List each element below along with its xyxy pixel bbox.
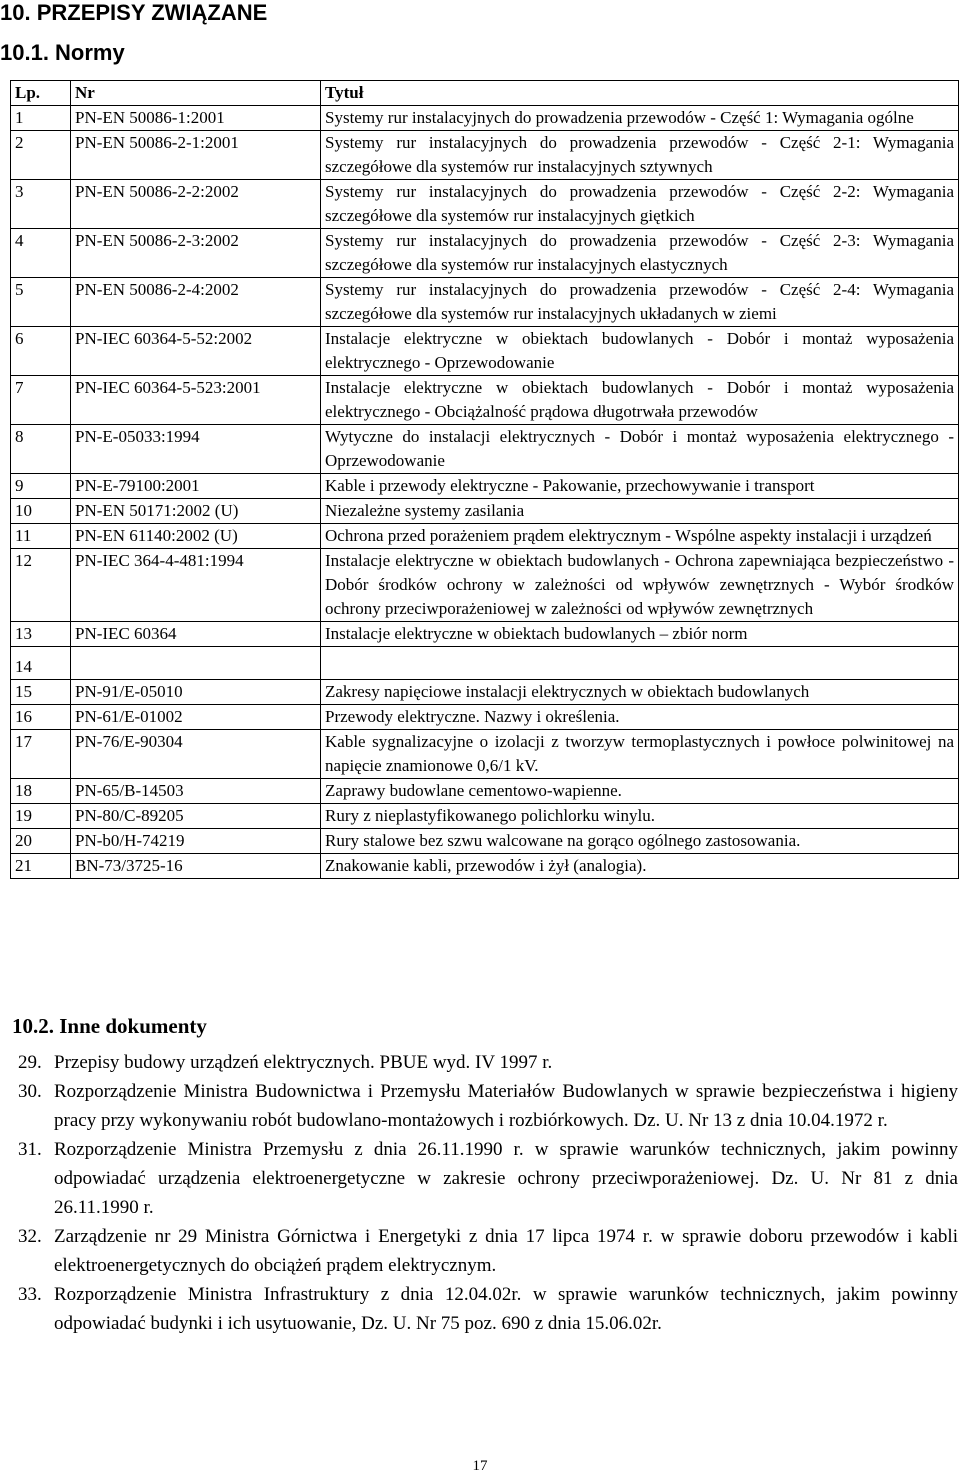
cell-title: Instalacje elektryczne w obiektach budowlanych - Ochrona zapewniająca bezpieczeństwo - Dobór środków ochrony w zależności od wpływów zewnętrznych - Wybór środków ochrony przeciwporażeniowej w zależności od wpływów zewnętrznych	[321, 549, 959, 622]
cell-title: Kable sygnalizacyjne o izolacji z tworzyw termoplastycznych i powłoce polwinitowej na napięcie znamionowe 0,6/1 kV.	[321, 730, 959, 779]
cell-nr: PN-EN 50086-2-1:2001	[71, 131, 321, 180]
cell-nr: PN-b0/H-74219	[71, 829, 321, 854]
cell-lp: 8	[11, 425, 71, 474]
cell-nr: PN-E-79100:2001	[71, 474, 321, 499]
cell-nr: PN-E-05033:1994	[71, 425, 321, 474]
norms-table	[10, 80, 959, 879]
cell-lp: 18	[11, 779, 71, 804]
table-row	[11, 680, 959, 705]
list-item	[18, 1222, 958, 1280]
header-title: Tytuł	[321, 81, 959, 106]
cell-title: Instalacje elektryczne w obiektach budowlanych – zbiór norm	[321, 622, 959, 647]
table-row	[11, 829, 959, 854]
table-row	[11, 278, 959, 327]
list-item-number: 32.	[18, 1226, 42, 1247]
cell-nr: PN-EN 50086-1:2001	[71, 106, 321, 131]
cell-lp: 6	[11, 327, 71, 376]
cell-nr: PN-EN 50086-2-3:2002	[71, 229, 321, 278]
table-row	[11, 131, 959, 180]
cell-lp: 3	[11, 180, 71, 229]
norms-table-header	[11, 81, 959, 106]
cell-title: Instalacje elektryczne w obiektach budowlanych - Dobór i montaż wyposażenia elektrycznego - Obciążalność prądowa długotrwała przewodów	[321, 376, 959, 425]
cell-nr: PN-IEC 60364	[71, 622, 321, 647]
cell-nr: PN-76/E-90304	[71, 730, 321, 779]
list-item	[18, 1048, 958, 1077]
table-row	[11, 327, 959, 376]
table-row	[11, 474, 959, 499]
table-row	[11, 106, 959, 131]
table-row	[11, 524, 959, 549]
cell-title: Przewody elektryczne. Nazwy i określenia.	[321, 705, 959, 730]
table-row	[11, 779, 959, 804]
cell-lp: 7	[11, 376, 71, 425]
cell-title: Systemy rur instalacyjnych do prowadzenia przewodów - Część 2-2: Wymagania szczegółowe dla systemów rur instalacyjnych giętkich	[321, 180, 959, 229]
cell-nr: PN-IEC 60364-5-52:2002	[71, 327, 321, 376]
norms-table-body	[11, 106, 959, 879]
table-row	[11, 730, 959, 779]
documents-list	[18, 1048, 958, 1338]
cell-title	[321, 647, 959, 680]
subsection-heading-other-docs: 10.2. Inne dokumenty	[12, 1014, 207, 1038]
cell-lp: 17	[11, 730, 71, 779]
cell-lp: 4	[11, 229, 71, 278]
cell-lp: 10	[11, 499, 71, 524]
cell-lp: 9	[11, 474, 71, 499]
table-row	[11, 376, 959, 425]
list-item-text: Rozporządzenie Ministra Infrastruktury z dnia 12.04.02r. w sprawie warunków technicznych, jakim powinny odpowiadać budynki i ich usytuowanie, Dz. U. Nr 75 poz. 690 z dnia 15.06.02r.	[54, 1284, 958, 1334]
table-row	[11, 425, 959, 474]
cell-lp: 19	[11, 804, 71, 829]
cell-nr: PN-EN 61140:2002 (U)	[71, 524, 321, 549]
cell-nr: PN-80/C-89205	[71, 804, 321, 829]
cell-nr: PN-EN 50171:2002 (U)	[71, 499, 321, 524]
cell-nr: PN-61/E-01002	[71, 705, 321, 730]
cell-lp: 13	[11, 622, 71, 647]
cell-nr: PN-IEC 364-4-481:1994	[71, 549, 321, 622]
cell-nr: BN-73/3725-16	[71, 854, 321, 879]
cell-nr: PN-91/E-05010	[71, 680, 321, 705]
cell-lp: 16	[11, 705, 71, 730]
cell-title: Rury stalowe bez szwu walcowane na gorąco ogólnego zastosowania.	[321, 829, 959, 854]
table-row	[11, 229, 959, 278]
cell-lp: 21	[11, 854, 71, 879]
cell-nr: PN-IEC 60364-5-523:2001	[71, 376, 321, 425]
cell-title: Znakowanie kabli, przewodów i żył (analogia).	[321, 854, 959, 879]
cell-nr: PN-65/B-14503	[71, 779, 321, 804]
cell-lp: 15	[11, 680, 71, 705]
cell-title: Systemy rur instalacyjnych do prowadzenia przewodów - Część 2-1: Wymagania szczegółowe dla systemów rur instalacyjnych sztywnych	[321, 131, 959, 180]
table-row	[11, 854, 959, 879]
list-item-text: Zarządzenie nr 29 Ministra Górnictwa i Energetyki z dnia 17 lipca 1974 r. w sprawie doboru przewodów i kabli elektroenergetycznych do obciążeń prądem elektrycznym.	[54, 1226, 958, 1276]
cell-title: Systemy rur instalacyjnych do prowadzenia przewodów - Część 2-4: Wymagania szczegółowe dla systemów rur instalacyjnych układanych w ziemi	[321, 278, 959, 327]
cell-title: Instalacje elektryczne w obiektach budowlanych - Dobór i montaż wyposażenia elektrycznego - Oprzewodowanie	[321, 327, 959, 376]
cell-lp: 11	[11, 524, 71, 549]
table-row	[11, 705, 959, 730]
page-number: 17	[472, 1458, 488, 1474]
cell-title: Kable i przewody elektryczne - Pakowanie, przechowywanie i transport	[321, 474, 959, 499]
list-item	[18, 1280, 958, 1338]
list-item-text: Rozporządzenie Ministra Przemysłu z dnia 26.11.1990 r. w sprawie warunków technicznych, jakim powinny odpowiadać urządzenia elektroenergetyczne w zakresie ochrony przeciwporażeniowej. Dz. U. Nr 81 z dnia 26.11.1990 r.	[54, 1139, 958, 1218]
table-row	[11, 499, 959, 524]
list-item-number: 31.	[18, 1139, 42, 1160]
cell-lp: 2	[11, 131, 71, 180]
cell-lp: 14	[11, 647, 71, 680]
table-row	[11, 804, 959, 829]
list-item	[18, 1135, 958, 1222]
cell-lp: 12	[11, 549, 71, 622]
cell-lp: 20	[11, 829, 71, 854]
cell-title: Ochrona przed porażeniem prądem elektrycznym - Wspólne aspekty instalacji i urządzeń	[321, 524, 959, 549]
cell-title: Zakresy napięciowe instalacji elektrycznych w obiektach budowlanych	[321, 680, 959, 705]
list-item-number: 30.	[18, 1081, 42, 1102]
cell-title: Niezależne systemy zasilania	[321, 499, 959, 524]
list-item-number: 33.	[18, 1284, 42, 1305]
header-lp: Lp.	[11, 81, 71, 106]
list-item-text: Rozporządzenie Ministra Budownictwa i Przemysłu Materiałów Budowlanych w sprawie bezpieczeństwa i higieny pracy przy wykonywaniu robót budowlano-montażowych i rozbiórkowych. Dz. U. Nr 13 z dnia 10.04.1972 r.	[54, 1081, 958, 1131]
cell-lp: 1	[11, 106, 71, 131]
cell-nr	[71, 647, 321, 680]
cell-title: Wytyczne do instalacji elektrycznych - Dobór i montaż wyposażenia elektrycznego - Oprzewodowanie	[321, 425, 959, 474]
cell-title: Rury z nieplastyfikowanego polichlorku winylu.	[321, 804, 959, 829]
cell-lp: 5	[11, 278, 71, 327]
table-row	[11, 647, 959, 680]
section-heading: 10. PRZEPISY ZWIĄZANE	[0, 0, 268, 25]
table-row	[11, 180, 959, 229]
cell-title: Systemy rur instalacyjnych do prowadzenia przewodów - Część 2-3: Wymagania szczegółowe dla systemów rur instalacyjnych elastycznych	[321, 229, 959, 278]
subsection-heading-norms: 10.1. Normy	[0, 40, 125, 65]
cell-title: Zaprawy budowlane cementowo-wapienne.	[321, 779, 959, 804]
list-item-text: Przepisy budowy urządzeń elektrycznych. PBUE wyd. IV 1997 r.	[54, 1052, 553, 1073]
header-nr: Nr	[71, 81, 321, 106]
cell-title: Systemy rur instalacyjnych do prowadzenia przewodów - Część 1: Wymagania ogólne	[321, 106, 959, 131]
cell-nr: PN-EN 50086-2-2:2002	[71, 180, 321, 229]
list-item-number: 29.	[18, 1052, 42, 1073]
table-row	[11, 622, 959, 647]
cell-nr: PN-EN 50086-2-4:2002	[71, 278, 321, 327]
list-item	[18, 1077, 958, 1135]
table-row	[11, 549, 959, 622]
